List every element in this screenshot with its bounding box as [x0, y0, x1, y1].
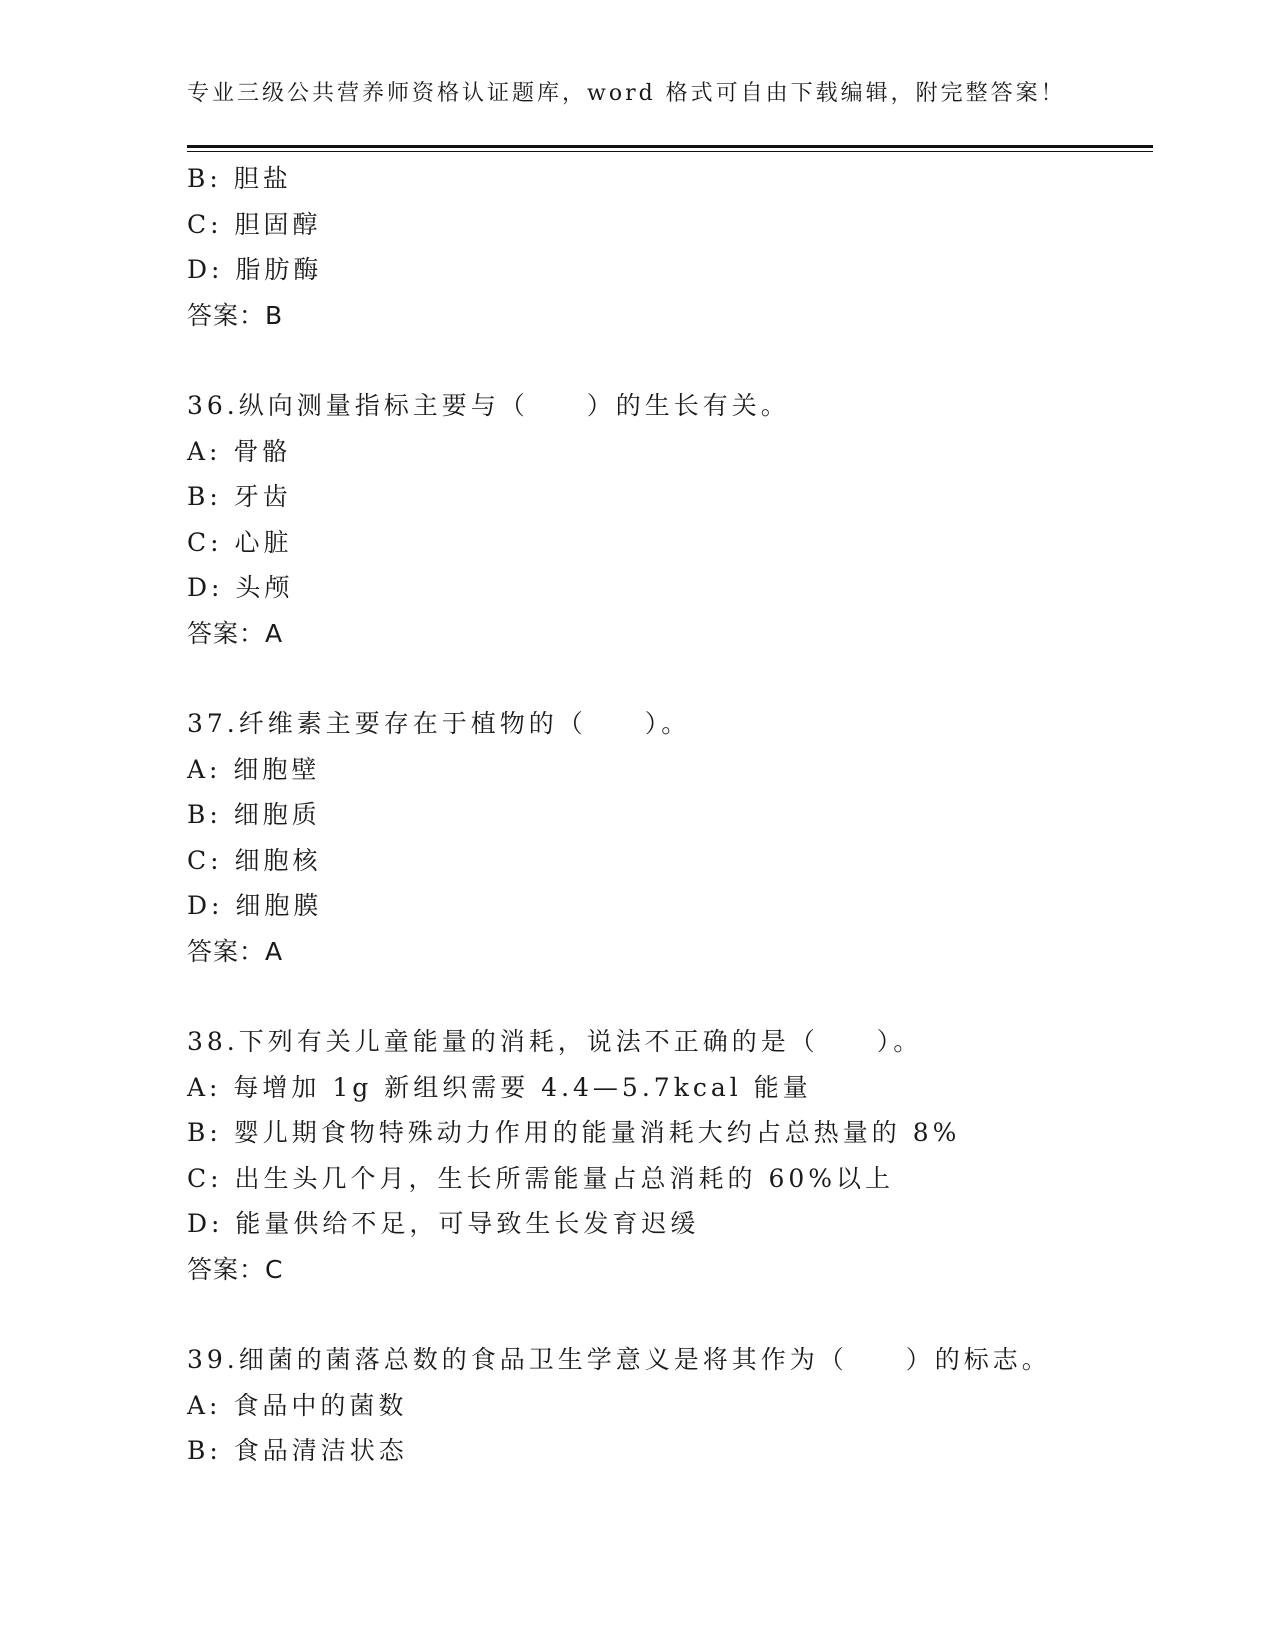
option-c: C: 心脏: [187, 527, 293, 557]
question-stem: 38.下列有关儿童能量的消耗，说法不正确的是（ ）。: [187, 1027, 923, 1056]
option-d: D: 脂肪酶: [187, 255, 323, 284]
answer: 答案：C: [187, 1254, 284, 1284]
question-stem: 36.纵向测量指标主要与（ ）的生长有关。: [187, 391, 790, 420]
question-37: [187, 701, 1153, 974]
question-36: [187, 383, 1153, 656]
option-c: C: 细胞核: [187, 845, 322, 875]
header-rule-thick: [187, 145, 1153, 148]
question-list: [187, 156, 1153, 1474]
option-c: C: 出生头几个月，生长所需能量占总消耗的 60%以上: [187, 1163, 895, 1193]
page-header: 专业三级公共营养师资格认证题库，word 格式可自由下载编辑，附完整答案！: [187, 81, 1066, 106]
option-b: B: 食品清洁状态: [187, 1436, 408, 1465]
answer: 答案：A: [187, 936, 284, 966]
question-39: [187, 1337, 1153, 1474]
question-38: [187, 1019, 1153, 1292]
option-c: C: 胆固醇: [187, 209, 322, 239]
answer: 答案：B: [187, 300, 284, 330]
option-a: A: 食品中的菌数: [187, 1390, 408, 1420]
question-stem: 39.细菌的菌落总数的食品卫生学意义是将其作为（ ）的标志。: [187, 1345, 1051, 1374]
option-b: B: 牙齿: [187, 482, 292, 511]
option-d: D: 头颅: [187, 573, 294, 602]
answer: 答案：A: [187, 618, 284, 648]
option-b: B: 婴儿期食物特殊动力作用的能量消耗大约占总热量的 8%: [187, 1118, 961, 1147]
option-b: B: 细胞质: [187, 800, 321, 829]
option-b: B: 胆盐: [187, 164, 292, 193]
question-35-continued: [187, 156, 1153, 338]
option-a: A: 细胞壁: [187, 754, 321, 784]
option-d: D: 细胞膜: [187, 891, 323, 920]
option-a: A: 每增加 1g 新组织需要 4.4—5.7kcal 能量: [187, 1072, 812, 1102]
question-stem: 37.纤维素主要存在于植物的（ ）。: [187, 709, 691, 738]
option-a: A: 骨骼: [187, 436, 292, 466]
header-rule-thin: [187, 151, 1153, 152]
option-d: D: 能量供给不足，可导致生长发育迟缓: [187, 1209, 700, 1238]
